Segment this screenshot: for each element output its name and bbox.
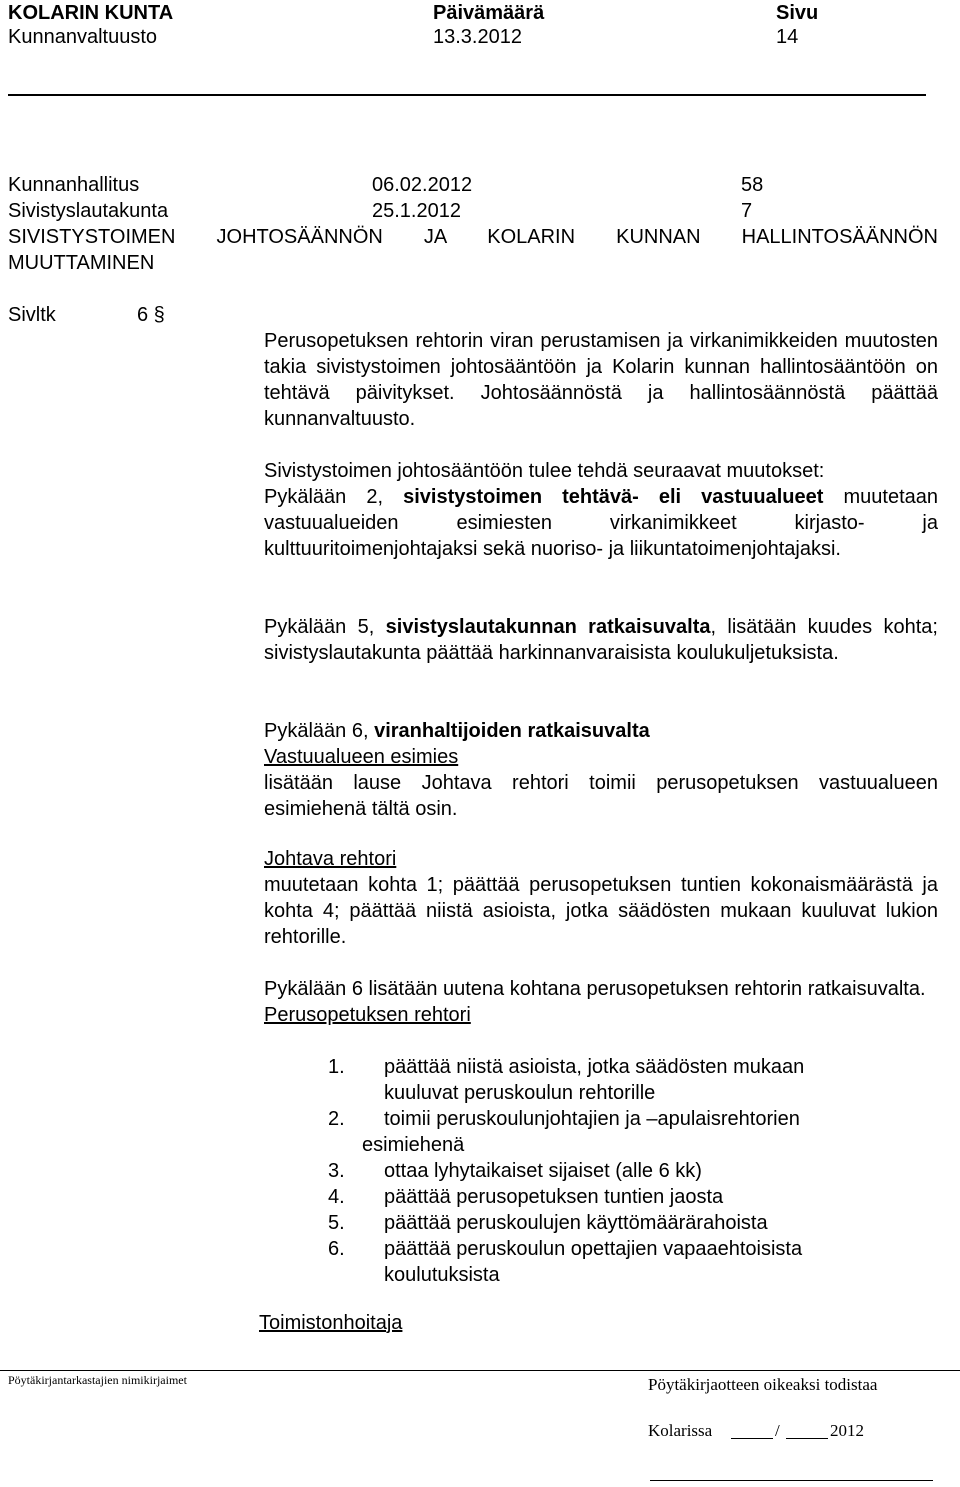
list-item-number: 6. <box>328 1238 345 1260</box>
changes-intro: Sivistystoimen johtosääntöön tulee tehdä seuraavat muutokset: <box>264 460 825 482</box>
list-item <box>264 1054 938 1106</box>
list-item-number: 1. <box>328 1056 345 1078</box>
list-item-number: 4. <box>328 1186 345 1208</box>
johtava-rehtori-block <box>264 846 938 950</box>
p2-text: muutetaan vastuualueiden esimiesten virkanimikkeet kirjasto- ja kulttuuritoimenjohtajaksi sekä nuoriso- ja liikuntatoimenjohtajaksi. <box>264 486 938 560</box>
list-item-text: päättää niistä asioista, jotka säädösten mukaan <box>384 1056 805 1078</box>
header-date: 13.3.2012 <box>433 26 522 48</box>
list-item-text: päättää peruskoulujen käyttömäärärahoista <box>384 1212 768 1234</box>
history-date-1: 06.02.2012 <box>372 174 473 196</box>
list-item <box>264 1210 938 1236</box>
p6-prefix: Pykälään 6, <box>264 720 375 742</box>
footer-signature-line <box>650 1480 933 1481</box>
p6-line <box>264 718 938 744</box>
history-section-1: 58 <box>741 174 764 196</box>
paragraph-2 <box>264 484 938 562</box>
list-item-text-cont: kuuluvat peruskoulun rehtorille <box>384 1082 656 1104</box>
history-date-2: 25.1.2012 <box>372 200 461 222</box>
header-body: Kunnanvaltuusto <box>8 26 158 48</box>
footer-month-blank <box>786 1438 828 1439</box>
johtava-heading: Johtava rehtori <box>264 848 397 870</box>
footer-right-label: Pöytäkirjaotteen oikeaksi todistaa <box>648 1375 878 1394</box>
footer-year: 2012 <box>830 1421 864 1440</box>
rehtori-heading: Perusopetuksen rehtori <box>264 1004 471 1026</box>
list-item <box>264 1184 938 1210</box>
intro-paragraph: Perusopetuksen rehtorin viran perustamisen ja virkanimikkeiden muutosten takia sivistystoimen johtosääntöön ja Kolarin kunnan hallintosääntöön on tehtävä päivitykset. Johtosäännöstä ja hallintosäännöstä päättää kunnanvaltuusto. <box>264 330 938 430</box>
section-label: Sivltk <box>8 304 56 326</box>
p5-prefix: Pykälään 5, <box>264 616 386 638</box>
footer-left-label: Pöytäkirjantarkastajien nimikirjaimet <box>8 1373 187 1387</box>
header-date-label: Päivämäärä <box>433 2 545 24</box>
vastuualue-text: lisätään lause Johtava rehtori toimii perusopetuksen vastuualueen esimiehenä tältä osin. <box>264 772 938 820</box>
list-item-text-cont: koulutuksista <box>384 1264 500 1286</box>
footer-slash: / <box>775 1421 780 1440</box>
list-item-text: päättää peruskoulun opettajien vapaaehtoisista <box>384 1238 803 1260</box>
vastuualue-heading: Vastuualueen esimies <box>264 746 459 768</box>
list-item <box>264 1236 938 1288</box>
p5-text: , lisätään kuudes kohta; sivistyslautakunta päättää harkinnanvaraisista koulukuljetuksista. <box>264 616 938 664</box>
doc-title-line2: MUUTTAMINEN <box>8 252 155 274</box>
header-page: 14 <box>776 26 799 48</box>
footer-rule <box>0 1370 960 1371</box>
p2-heading: sivistystoimen tehtävä- eli vastuualueet <box>403 486 824 508</box>
header-page-label: Sivu <box>776 2 819 24</box>
p2-prefix: Pykälään 2, <box>264 486 404 508</box>
list-item-text-cont: esimiehenä <box>362 1134 465 1156</box>
list-item-number: 5. <box>328 1212 345 1234</box>
paragraph-5 <box>264 614 938 666</box>
doc-title-line1: SIVISTYSTOIMEN JOHTOSÄÄNNÖN JA KOLARIN KUNNAN HALLINTOSÄÄNNÖN <box>8 226 938 248</box>
p6-heading: viranhaltijoiden ratkaisuvalta <box>374 720 650 742</box>
p5-heading: sivistyslautakunnan ratkaisuvalta <box>385 616 711 638</box>
p6-new-text: Pykälään 6 lisätään uutena kohtana perusopetuksen rehtorin ratkaisuvalta. <box>264 978 926 1000</box>
rehtori-duties-list <box>264 1054 938 1288</box>
list-item-text: päättää perusopetuksen tuntien jaosta <box>384 1186 724 1208</box>
list-item-number: 3. <box>328 1160 345 1182</box>
johtava-text: muutetaan kohta 1; päättää perusopetuksen tuntien kokonaismäärästä ja kohta 4; päättää niistä asioista, jotka säädösten mukaan kuuluvat lukion rehtorille. <box>264 874 938 948</box>
paragraph-6 <box>264 718 938 822</box>
p6-new-block <box>264 976 938 1028</box>
footer-place: Kolarissa <box>648 1421 713 1440</box>
list-item <box>264 1158 938 1184</box>
list-item <box>264 1106 938 1158</box>
list-item-number: 2. <box>328 1108 345 1130</box>
list-item-text: toimii peruskoulunjohtajien ja –apulaisrehtorien <box>384 1108 800 1130</box>
list-item-text: ottaa lyhytaikaiset sijaiset (alle 6 kk) <box>384 1160 702 1182</box>
history-body-2: Sivistyslautakunta <box>8 200 169 222</box>
footer-day-blank <box>731 1438 773 1439</box>
toimistonhoitaja-heading: Toimistonhoitaja <box>259 1312 403 1334</box>
header-rule <box>8 94 926 96</box>
section-number: 6 § <box>137 304 165 326</box>
header-org: KOLARIN KUNTA <box>8 2 174 24</box>
changes-paragraph <box>264 458 938 562</box>
history-body-1: Kunnanhallitus <box>8 174 140 196</box>
history-section-2: 7 <box>741 200 753 222</box>
